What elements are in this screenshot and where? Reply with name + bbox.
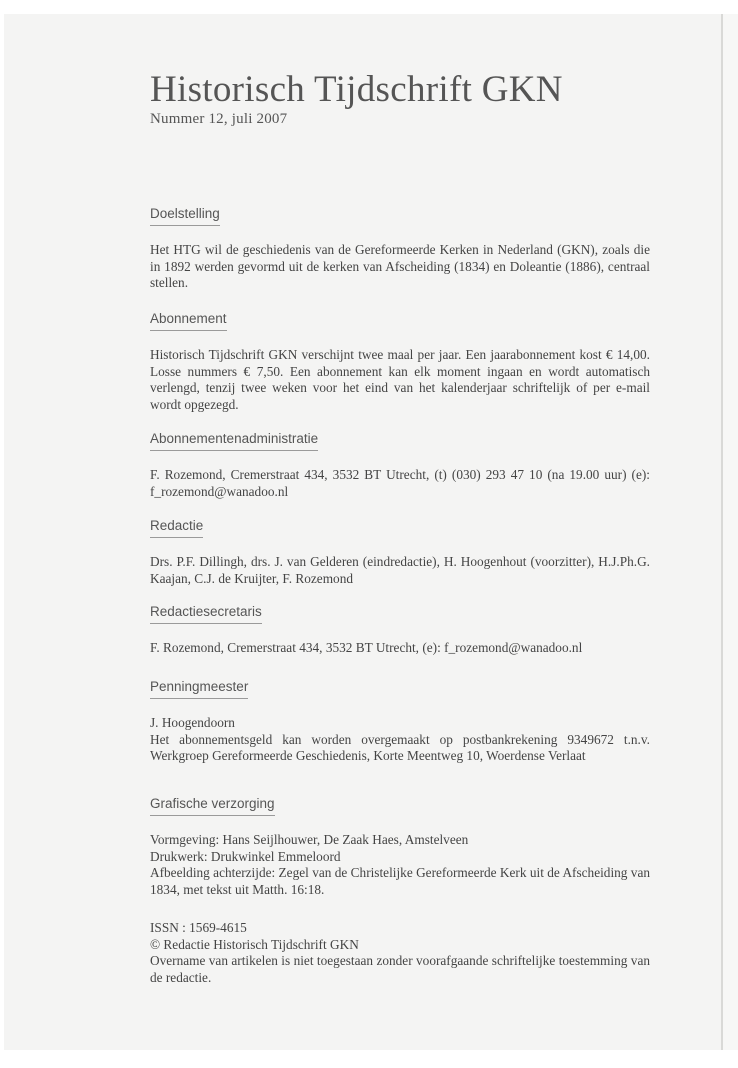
credit-design: Vormgeving: Hans Seijlhouwer, De Zaak Haes, Amstelveen [150, 832, 469, 847]
section-grafisch [150, 795, 650, 898]
copyright: © Redactie Historisch Tijdschrift GKN [150, 936, 359, 952]
section-text: F. Rozemond, Cremerstraat 434, 3532 BT Utrecht, (e): f_rozemond@wanadoo.nl [150, 640, 583, 655]
treasurer-name: J. Hoogendoorn [150, 715, 235, 730]
journal-title: Historisch Tijdschrift GKN [150, 69, 563, 110]
section-heading: Penningmeester [150, 678, 248, 699]
issue-info: Nummer 12, juli 2007 [150, 111, 288, 127]
section-abonnement [150, 310, 650, 413]
colophon [150, 920, 650, 986]
section-heading: Abonnementenadministratie [150, 430, 318, 451]
page-gutter [723, 14, 738, 1050]
section-heading: Grafische verzorging [150, 795, 275, 816]
section-text: Historisch Tijdschrift GKN verschijnt twee maal per jaar. Een jaarabonnement kost € 14,00. Losse nummers € 7,50. Een abonnement kan elk moment ingaan en wordt automatisch verlengd, tenzij twee weken voor het eind van het kalenderjaar schriftelijk of per e-mail wordt opgezegd. [150, 347, 650, 412]
section-text: Het abonnementsgeld kan worden overgemaakt op postbankrekening 9349672 t.n.v. Werkgroep Gereformeerde Geschiedenis, Korte Meentweg 10, Woerdense Verlaat [150, 731, 650, 764]
section-heading: Redactie [150, 517, 203, 538]
section-doelstelling [150, 205, 650, 292]
section-administratie [150, 430, 650, 500]
section-heading: Abonnement [150, 310, 227, 331]
section-heading: Doelstelling [150, 205, 220, 226]
copyright-notice: Overname van artikelen is niet toegestaan zonder voorafgaande schriftelijke toestemming van de redactie. [150, 953, 650, 985]
section-text: Het HTG wil de geschiedenis van de Gereformeerde Kerken in Nederland (GKN), zoals die in 1892 werden gevormd uit de kerken van Afscheiding (1834) en Doleantie (1886), centraal stellen. [150, 242, 650, 291]
issn: ISSN : 1569-4615 [150, 920, 247, 935]
credit-image: Afbeelding achterzijde: Zegel van de Christelijke Gereformeerde Kerk uit de Afscheiding van 1834, met tekst uit Matth. 16:18. [150, 865, 650, 897]
section-heading: Redactiesecretaris [150, 603, 262, 624]
masthead [150, 70, 650, 128]
credit-print: Drukwerk: Drukwinkel Emmeloord [150, 848, 341, 864]
section-secretaris [150, 603, 650, 657]
section-penningmeester [150, 678, 650, 765]
section-text: F. Rozemond, Cremerstraat 434, 3532 BT Utrecht, (t) (030) 293 47 10 (na 19.00 uur) (e): f_rozemond@wanadoo.nl [150, 467, 650, 499]
section-text: Drs. P.F. Dillingh, drs. J. van Gelderen (eindredactie), H. Hoogenhout (voorzitter), H.J.Ph.G. Kaajan, C.J. de Kruijter, F. Rozemond [150, 554, 650, 586]
section-redactie [150, 517, 650, 587]
